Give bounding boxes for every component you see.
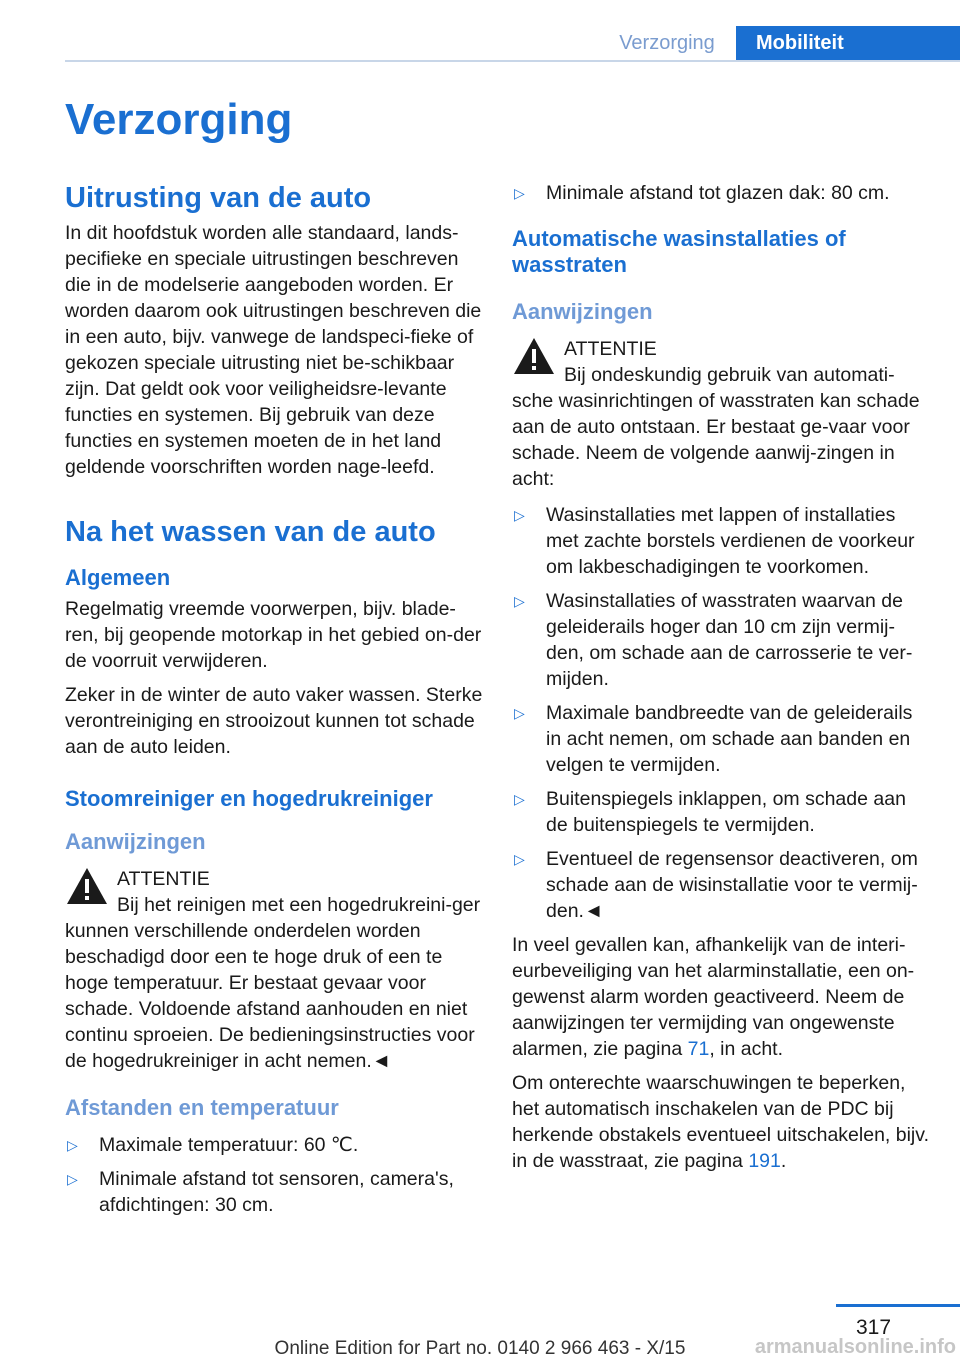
triangle-bullet-icon: ▷ [514, 791, 525, 807]
list-item: ▷ Maximale temperatuur: 60 ℃. [67, 1134, 359, 1156]
paragraph-equipment: In dit hoofdstuk worden alle standaard, lands-pecifieke en speciale uitrustingen beschreven die in de modelserie aangeboden worden. Er worden daarom ook uitrustingen beschreven die in een auto, bijv. vanwege de landspeci-fieke of gekozen speciale uitrusting niet be-schikbaar zijn. Dat geldt ook voor veiligheidsre-levante functies en systemen. Bij gebruik van deze functies en systemen moeten de in het land geldende voorschriften worden nage-leefd. [65, 222, 482, 478]
heading-notes: Aanwijzingen [512, 299, 653, 324]
footer-edition: Online Edition for Part no. 0140 2 966 463 - X/15 [274, 1338, 686, 1359]
triangle-bullet-icon: ▷ [514, 705, 525, 721]
footer-accent-line [836, 1304, 960, 1307]
section-tab-mobiliteit[interactable]: Mobiliteit [736, 26, 960, 60]
paragraph-alarm: In veel gevallen kan, afhankelijk van de interi-eurbeveiliging van het alarminstallatie, een on-gewenst alarm worden geactiveerd. Neem de aanwijzingen ter vermijding van ongewenste alarmen, zie pagina 71, in acht. [512, 934, 915, 1060]
heading-after-wash: Na het wassen van de auto [65, 516, 436, 548]
distance-list [65, 1132, 483, 1218]
paragraph-general-1: Regelmatig vreemde voorwerpen, bijv. blade-ren, bij geopende motorkap in het gebied on-der de voorruit verwijderen. [65, 598, 482, 672]
list-item: ▷ Maximale bandbreedte van de geleiderails in acht nemen, om schade aan banden en velgen te vermijden. [514, 702, 913, 776]
triangle-bullet-icon: ▷ [514, 851, 525, 867]
list-item: ▷ Minimale afstand tot sensoren, camera's, afdichtingen: 30 cm. [67, 1168, 454, 1216]
glass-roof-list [512, 180, 930, 206]
paragraph-pdc: Om onterechte waarschuwingen te beperken, het automatisch inschakelen van de PDC bij herkende obstakels eventueel uitschakelen, bijv. in de wasstraat, zie pagina 191. [512, 1072, 929, 1172]
warning-triangle-icon [65, 866, 109, 906]
right-column [512, 180, 930, 1182]
paragraph-general-2: Zeker in de winter de auto vaker wassen. Sterke verontreiniging en strooizout kunnen tot schade aan de auto leiden. [65, 684, 483, 758]
heading-equipment: Uitrusting van de auto [65, 182, 372, 214]
warning-heading: ATTENTIE [564, 338, 657, 360]
triangle-bullet-icon: ▷ [67, 1171, 78, 1187]
list-item: ▷ Wasinstallaties met lappen of installaties met zachte borstels verdienen de voorkeur om lakbeschadigingen te voorkomen. [514, 504, 915, 578]
page-link-71[interactable]: 71 [687, 1038, 710, 1060]
list-item: ▷ Wasinstallaties of wasstraten waarvan de geleiderails hoger dan 10 cm zijn vermij-den, om schade aan de carrosserie te ver-mijden. [514, 590, 913, 690]
chapter-title: Verzorging [65, 95, 293, 144]
watermark: armanualsonline.info [754, 1336, 956, 1358]
section-tab-verzorging[interactable]: Verzorging [619, 32, 715, 54]
warning-box [65, 866, 483, 1074]
triangle-bullet-icon: ▷ [514, 507, 525, 523]
header-divider [65, 60, 960, 62]
triangle-bullet-icon: ▷ [514, 185, 525, 201]
list-item: ▷ Eventueel de regensensor deactiveren, om schade aan de wisinstallatie voor te vermij-den.◄ [514, 848, 918, 922]
page-number: 317 [856, 1316, 892, 1339]
car-wash-list [512, 502, 930, 924]
warning-text: Bij het reinigen met een hogedrukreini-ger kunnen verschillende onderdelen worden beschadigd door een te hoge druk of een te hoge temperatuur. Er bestaat gevaar voor schade. Voldoende afstand aanhouden en niet continu sproeien. De bedieningsinstructies voor de hogedrukreiniger in acht nemen.◄ [65, 894, 481, 1072]
page-link-191[interactable]: 191 [748, 1150, 781, 1172]
warning-text: Bij ondeskundig gebruik van automati-sche wasinrichtingen of wasstraten kan schade aan de auto ontstaan. Er bestaat ge-vaar voor schade. Neem de volgende aanwij-zingen in acht: [512, 364, 920, 490]
left-column [65, 180, 483, 1226]
heading-steam-cleaner: Stoomreiniger en hogedrukreiniger [65, 786, 433, 811]
heading-distances: Afstanden en temperatuur [65, 1095, 339, 1120]
warning-box [512, 336, 930, 492]
list-item: ▷ Minimale afstand tot glazen dak: 80 cm. [514, 182, 890, 204]
warning-triangle-icon [512, 336, 556, 376]
triangle-bullet-icon: ▷ [67, 1137, 78, 1153]
heading-car-wash: Automatische wasinstallaties of wasstraten [512, 226, 846, 277]
heading-general: Algemeen [65, 565, 171, 590]
list-item: ▷ Buitenspiegels inklappen, om schade aan de buitenspiegels te vermijden. [514, 788, 906, 836]
heading-notes: Aanwijzingen [65, 829, 206, 854]
triangle-bullet-icon: ▷ [514, 593, 525, 609]
warning-heading: ATTENTIE [117, 868, 210, 890]
